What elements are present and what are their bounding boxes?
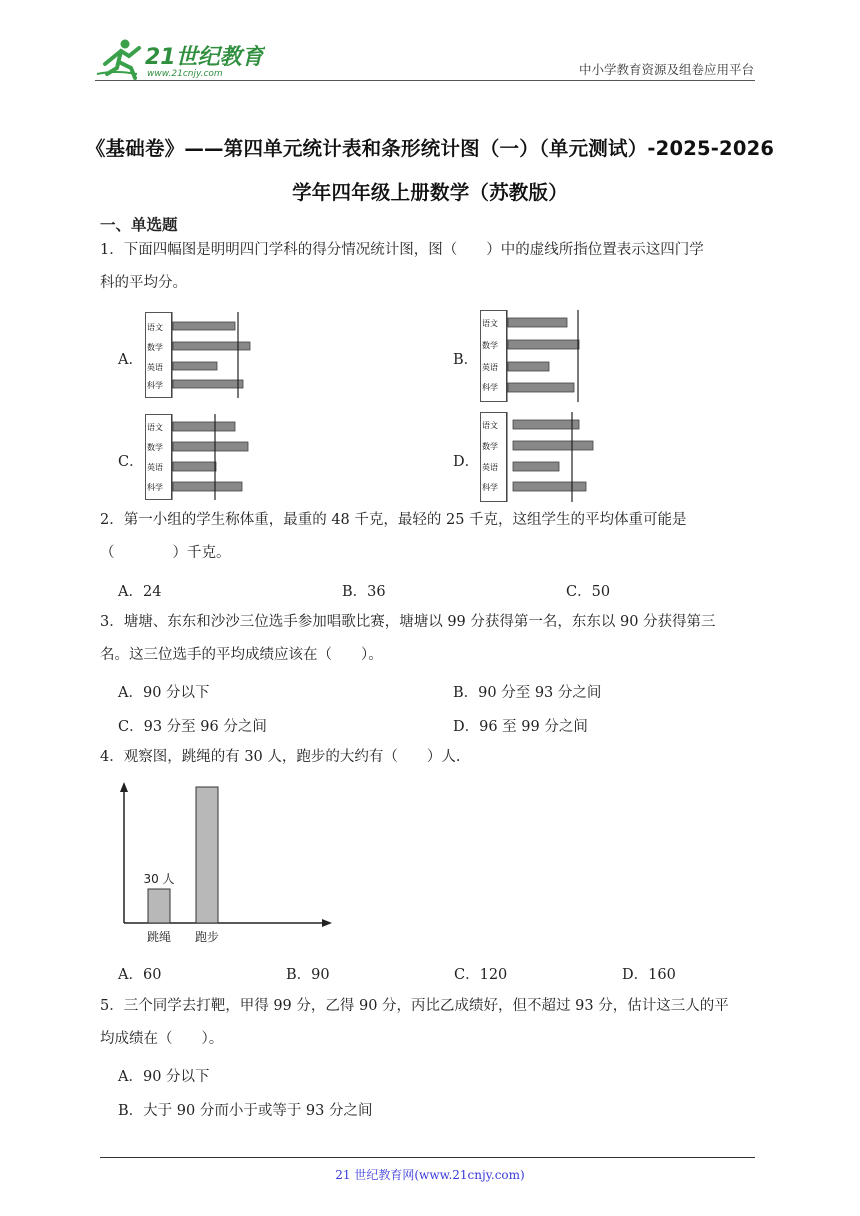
svg-text:英语: 英语 [482,363,498,372]
svg-text:语文: 语文 [482,421,498,430]
q5-option-b: B．大于 90 分而小于或等于 93 分之间 [118,1103,373,1119]
q2-option-a: A．24 [118,584,162,600]
title-line-2: 学年四年级上册数学（苏教版） [292,181,568,204]
svg-text:科学: 科学 [482,383,498,392]
header-rule [95,80,755,81]
q1-option-d-label: D． [453,454,480,470]
svg-text:21世纪教育: 21世纪教育 [145,45,264,70]
section-heading: 一、单选题 [100,216,178,234]
x-axis-arrow [322,919,332,927]
q4-option-a: A．60 [118,967,162,983]
q1-chart-b [480,310,590,406]
q2-option-c: C．50 [566,584,611,600]
q5-line-2: 均成绩在（ ）。 [100,1031,224,1047]
y-axis-arrow [120,782,128,792]
q1-option-a-label: A． [118,352,143,368]
q1-option-c-label: C． [118,454,144,470]
q3-option-d: D．96 至 99 分之间 [453,719,588,735]
q4-line-1: 4．观察图，跳绳的有 30 人，跑步的大约有（ ）人. [100,749,461,765]
svg-text:英语: 英语 [147,363,163,372]
svg-text:语文: 语文 [147,423,163,432]
q1-chart-c [145,414,265,504]
q1-line-2: 科的平均分。 [100,275,187,291]
site-logo [95,34,265,82]
platform-name: 中小学教育资源及组卷应用平台 [578,62,754,77]
q1-chart-d [480,412,600,506]
svg-text:语文: 语文 [147,323,163,332]
q4-option-d: D．160 [622,967,676,983]
bar-1 [196,787,218,923]
svg-text:英语: 英语 [482,463,498,472]
q3-option-c: C．93 分至 96 分之间 [118,719,267,735]
q5-option-a: A．90 分以下 [118,1069,210,1085]
q1-chart-a [145,312,265,402]
svg-text:科学: 科学 [482,483,498,492]
q3-line-2: 名。这三位选手的平均成绩应该在（ ）。 [100,647,383,663]
svg-text:英语: 英语 [147,463,163,472]
svg-text:语文: 语文 [482,319,498,328]
footer-rule [100,1157,755,1158]
q4-bar-chart [112,780,342,954]
q5-line-1: 5．三个同学去打靶，甲得 99 分，乙得 90 分，丙比乙成绩好，但不超过 93 分，估计这三人的平 [100,998,729,1014]
svg-text:www.21cnjy.com: www.21cnjy.com [147,69,223,79]
q2-line-2: （ ）千克。 [100,545,231,561]
q4-option-b: B．90 [286,967,330,983]
q1-option-b-label: B． [453,352,479,368]
footer-text: 21 世纪教育网(www.21cnjy.com) [335,1168,525,1182]
q3-line-1: 3．塘塘、东东和沙沙三位选手参加唱歌比赛，塘塘以 99 分获得第一名，东东以 90 分获得第三 [100,614,716,630]
x-tick-label: 跳绳 [146,930,172,944]
title-line-1: 《基础卷》——第四单元统计表和条形统计图（一）（单元测试）-2025-2026 [85,137,775,160]
q3-option-b: B．90 分至 93 分之间 [453,685,602,701]
svg-text:科学: 科学 [147,483,163,492]
svg-text:数学: 数学 [147,343,163,352]
svg-text:科学: 科学 [147,381,163,390]
bar-value-label: 30 人 [143,872,175,886]
x-tick-label: 跑步 [194,930,220,944]
q2-line-1: 2．第一小组的学生称体重，最重的 48 千克，最轻的 25 千克，这组学生的平均体重可能是 [100,512,687,528]
q4-option-c: C．120 [454,967,508,983]
svg-text:数学: 数学 [147,443,163,452]
q3-option-a: A．90 分以下 [118,685,210,701]
q2-option-b: B．36 [342,584,386,600]
bar-0 [148,889,170,923]
svg-text:数学: 数学 [482,442,498,451]
q1-line-1: 1．下面四幅图是明明四门学科的得分情况统计图，图（ ）中的虚线所指位置表示这四门学 [100,242,704,258]
svg-text:数学: 数学 [482,341,498,350]
